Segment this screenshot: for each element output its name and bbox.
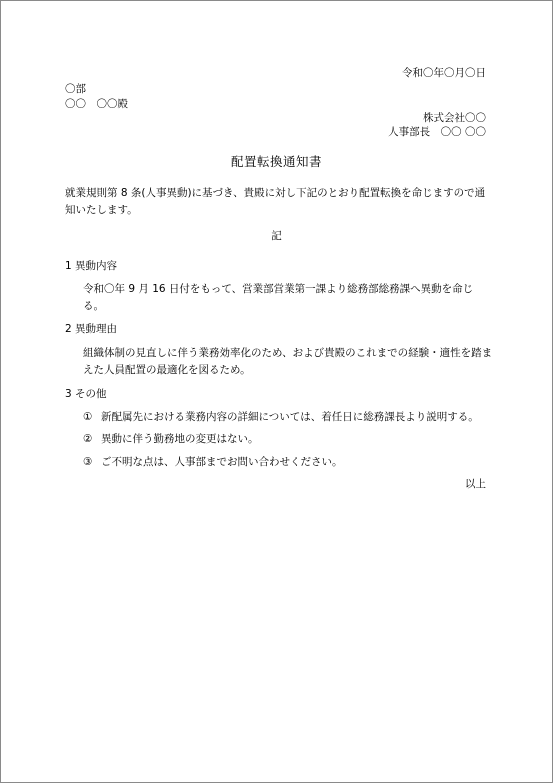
issue-date: 令和〇年〇月〇日 bbox=[402, 67, 486, 79]
recipient-name: 〇〇 〇〇殿 bbox=[65, 98, 128, 110]
list-item bbox=[83, 411, 479, 424]
list-item bbox=[83, 456, 343, 469]
document-title: 配置転換通知書 bbox=[230, 154, 322, 169]
intro-paragraph: 就業規則第 8 条(人事異動)に基づき、貴殿に対し下記のとおり配置転換を命じますので通知いたします。 bbox=[65, 187, 486, 216]
section-heading-transfer-reason: 2 異動理由 bbox=[65, 323, 118, 335]
item-number: ① bbox=[83, 411, 93, 423]
item-number: ③ bbox=[83, 456, 93, 468]
recipient-department: 〇部 bbox=[65, 83, 86, 95]
sender-company: 株式会社〇〇 bbox=[423, 112, 486, 124]
section-heading-other: 3 その他 bbox=[65, 388, 107, 400]
list-item bbox=[83, 433, 259, 446]
section-body-transfer-reason: 組織体制の見直しに伴う業務効率化のため、および貴殿のこれまでの経験・適性を踏まえた人員配置の最適化を図るため。 bbox=[83, 347, 493, 376]
item-text: ご不明な点は、人事部までお問い合わせください。 bbox=[101, 456, 343, 468]
item-number: ② bbox=[83, 433, 93, 445]
ki-heading: 記 bbox=[271, 230, 282, 242]
section-body-transfer-details: 令和〇年 9 月 16 日付をもって、営業部営業第一課より総務部総務課へ異動を命じる。 bbox=[83, 283, 474, 312]
item-text: 異動に伴う勤務地の変更はない。 bbox=[101, 433, 259, 445]
section-heading-transfer-details: 1 異動内容 bbox=[65, 260, 118, 272]
sender-person: 人事部長 〇〇 〇〇 bbox=[388, 126, 486, 138]
closing-mark: 以上 bbox=[465, 478, 486, 490]
item-text: 新配属先における業務内容の詳細については、着任日に総務課長より説明する。 bbox=[101, 411, 479, 423]
